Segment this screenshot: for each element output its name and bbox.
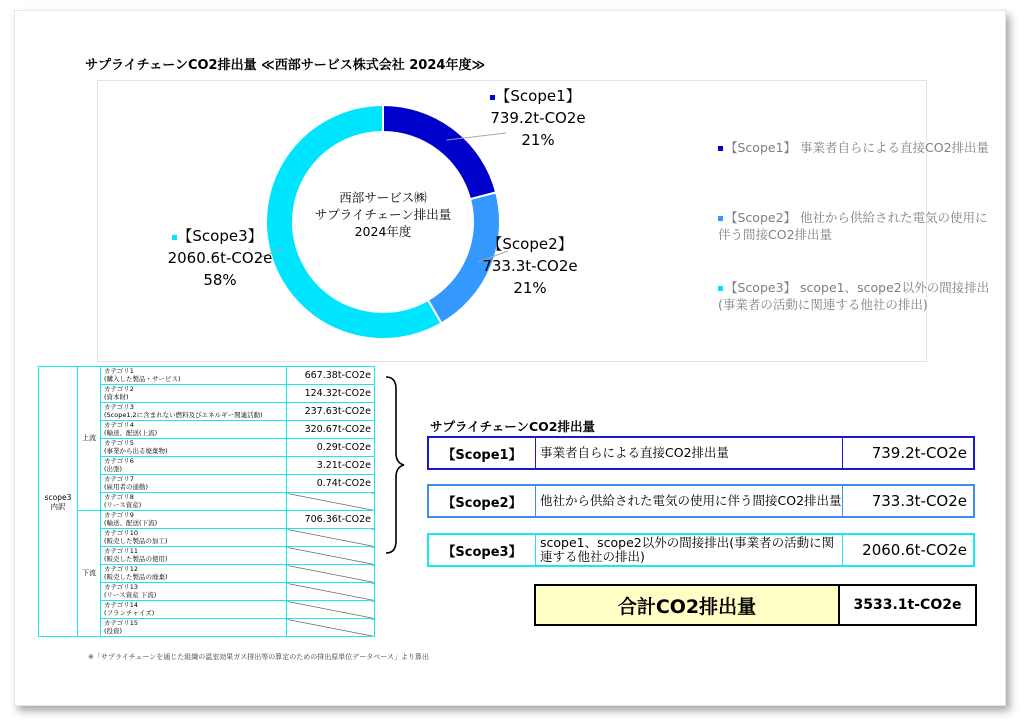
category-name: カテゴリ6 bbox=[104, 457, 134, 466]
scope3-label bbox=[39, 367, 78, 637]
category-value: 0.29t-CO2e bbox=[287, 439, 375, 457]
category-cell bbox=[101, 457, 287, 475]
legend-text-scope2: 【Scope2】 他社から供給された電気の使用に伴う間接CO2排出量 bbox=[718, 210, 988, 242]
legend-item-scope3 bbox=[718, 279, 993, 313]
scope3-breakdown-table bbox=[38, 366, 375, 637]
donut-slice-scope3 bbox=[266, 105, 441, 339]
chart-panel bbox=[97, 80, 990, 362]
data-label-pct: 58% bbox=[203, 271, 237, 289]
category-name: カテゴリ3 bbox=[104, 403, 134, 412]
category-value bbox=[287, 619, 375, 637]
data-label-swatch bbox=[482, 243, 487, 248]
data-label-name: 【Scope2】 bbox=[487, 235, 573, 253]
summary-desc: 事業者自らによる直接CO2排出量 bbox=[536, 438, 843, 468]
legend-swatch-scope3 bbox=[718, 286, 723, 291]
category-cell bbox=[101, 511, 287, 529]
category-name: カテゴリ5 bbox=[104, 439, 134, 448]
category-cell bbox=[101, 601, 287, 619]
summary-row-scope1 bbox=[427, 436, 975, 470]
table-row bbox=[39, 511, 375, 529]
category-value bbox=[287, 583, 375, 601]
category-desc: (輸送、配送(上流) bbox=[104, 428, 158, 437]
category-value: 3.21t-CO2e bbox=[287, 457, 375, 475]
category-name: カテゴリ1 bbox=[104, 367, 134, 376]
center-label-line: 西部サービス㈱ bbox=[339, 190, 427, 205]
data-label-pct: 21% bbox=[521, 131, 555, 149]
total-row bbox=[534, 584, 977, 626]
category-desc: (出張) bbox=[104, 464, 123, 473]
footnote: ※「サプライチェーンを通じた組織の温室効果ガス排出等の算定のための排出原単位データベース」より算出 bbox=[88, 653, 429, 661]
category-desc: (販売した製品の使用) bbox=[104, 554, 168, 563]
summary-value: 733.3t-CO2e bbox=[871, 492, 967, 510]
category-value bbox=[287, 493, 375, 511]
category-cell bbox=[101, 565, 287, 583]
category-value: 320.67t-CO2e bbox=[287, 421, 375, 439]
category-desc: (購入した製品・サービス) bbox=[104, 374, 181, 383]
category-name: カテゴリ15 bbox=[104, 619, 139, 628]
summary-desc: scope1、scope2以外の間接排出(事業者の活動に関連する他社の排出) bbox=[536, 535, 843, 565]
category-cell bbox=[101, 547, 287, 565]
category-value bbox=[287, 529, 375, 547]
category-cell bbox=[101, 583, 287, 601]
category-cell bbox=[101, 493, 287, 511]
scope3-label-line: 内訳 bbox=[50, 501, 66, 511]
summary-desc: 他社から供給された電気の使用に伴う間接CO2排出量 bbox=[536, 486, 843, 516]
legend-text-scope3: 【Scope3】 scope1、scope2以外の間接排出(事業者の活動に関連する他社の排出) bbox=[718, 280, 990, 312]
summary-value: 739.2t-CO2e bbox=[871, 444, 967, 462]
brace-icon bbox=[384, 375, 408, 555]
category-value: 667.38t-CO2e bbox=[287, 367, 375, 385]
category-name: カテゴリ4 bbox=[104, 421, 134, 430]
category-cell bbox=[101, 421, 287, 439]
data-label-swatch bbox=[172, 235, 177, 240]
category-desc: (雇用者の通勤) bbox=[104, 482, 149, 491]
data-label-value: 739.2t-CO2e bbox=[490, 109, 586, 127]
summary-key: 【Scope2】 bbox=[429, 486, 536, 516]
data-label-name: 【Scope1】 bbox=[495, 87, 581, 105]
category-desc: (販売した製品の廃棄) bbox=[104, 572, 168, 581]
category-cell bbox=[101, 475, 287, 493]
summary-key: 【Scope1】 bbox=[429, 438, 536, 468]
summary-title: サプライチェーンCO2排出量 bbox=[430, 419, 595, 434]
center-label-line: 2024年度 bbox=[354, 224, 412, 239]
category-desc: (販売した製品の加工) bbox=[104, 536, 168, 545]
category-cell bbox=[101, 619, 287, 637]
category-name: カテゴリ2 bbox=[104, 385, 134, 394]
category-cell bbox=[101, 367, 287, 385]
total-value: 3533.1t-CO2e bbox=[853, 597, 962, 613]
upstream-label: 上流 bbox=[78, 367, 101, 511]
table-row bbox=[39, 367, 375, 385]
category-value bbox=[287, 601, 375, 619]
category-value bbox=[287, 565, 375, 583]
center-label-line: サプライチェーン排出量 bbox=[314, 207, 452, 222]
legend-swatch-scope1 bbox=[718, 146, 723, 151]
category-desc: (フランチャイズ) bbox=[104, 608, 155, 617]
category-cell bbox=[101, 529, 287, 547]
category-name: カテゴリ7 bbox=[104, 475, 134, 484]
legend-item-scope2 bbox=[718, 209, 993, 243]
data-label-pct: 21% bbox=[513, 279, 547, 297]
category-name: カテゴリ12 bbox=[104, 565, 139, 574]
category-desc: (リース資産 下流) bbox=[104, 590, 157, 599]
summary-key: 【Scope3】 bbox=[429, 535, 536, 565]
total-label: 合計CO2排出量 bbox=[536, 586, 840, 624]
category-value: 0.74t-CO2e bbox=[287, 475, 375, 493]
data-label-value: 2060.6t-CO2e bbox=[167, 249, 273, 267]
summary-row-scope3 bbox=[427, 533, 975, 567]
category-name: カテゴリ10 bbox=[104, 529, 139, 538]
category-name: カテゴリ8 bbox=[104, 493, 134, 502]
category-value: 237.63t-CO2e bbox=[287, 403, 375, 421]
category-desc: (リース資産) bbox=[104, 500, 142, 509]
category-desc: (輸送、配送(下流) bbox=[104, 518, 158, 527]
category-value bbox=[287, 547, 375, 565]
category-desc: (資本財) bbox=[104, 392, 129, 401]
category-name: カテゴリ9 bbox=[104, 511, 134, 520]
legend-swatch-scope2 bbox=[718, 216, 723, 221]
category-name: カテゴリ11 bbox=[104, 547, 139, 556]
summary-row-scope2 bbox=[427, 484, 975, 518]
summary-value: 2060.6t-CO2e bbox=[862, 541, 967, 559]
donut-slice-scope1 bbox=[383, 105, 496, 199]
category-cell bbox=[101, 403, 287, 421]
legend-text-scope1: 【Scope1】 事業者自らによる直接CO2排出量 bbox=[725, 140, 990, 155]
category-desc: (Scope1,2に含まれない燃料及びエネルギー関連活動) bbox=[104, 410, 263, 419]
category-desc: (事業から出る廃棄物) bbox=[104, 446, 168, 455]
category-value: 124.32t-CO2e bbox=[287, 385, 375, 403]
data-label-name: 【Scope3】 bbox=[177, 227, 263, 245]
downstream-label: 下流 bbox=[78, 511, 101, 637]
category-name: カテゴリ14 bbox=[104, 601, 139, 610]
scope3-label-line: scope3 bbox=[44, 492, 72, 502]
data-label-swatch bbox=[490, 95, 495, 100]
category-desc: (投資) bbox=[104, 626, 123, 635]
legend-item-scope1 bbox=[718, 139, 993, 156]
category-name: カテゴリ13 bbox=[104, 583, 139, 592]
data-label-value: 733.3t-CO2e bbox=[482, 257, 578, 275]
page-title: サプライチェーンCO2排出量 ≪西部サービス株式会社 2024年度≫ bbox=[85, 58, 486, 73]
category-cell bbox=[101, 385, 287, 403]
category-value: 706.36t-CO2e bbox=[287, 511, 375, 529]
category-cell bbox=[101, 439, 287, 457]
